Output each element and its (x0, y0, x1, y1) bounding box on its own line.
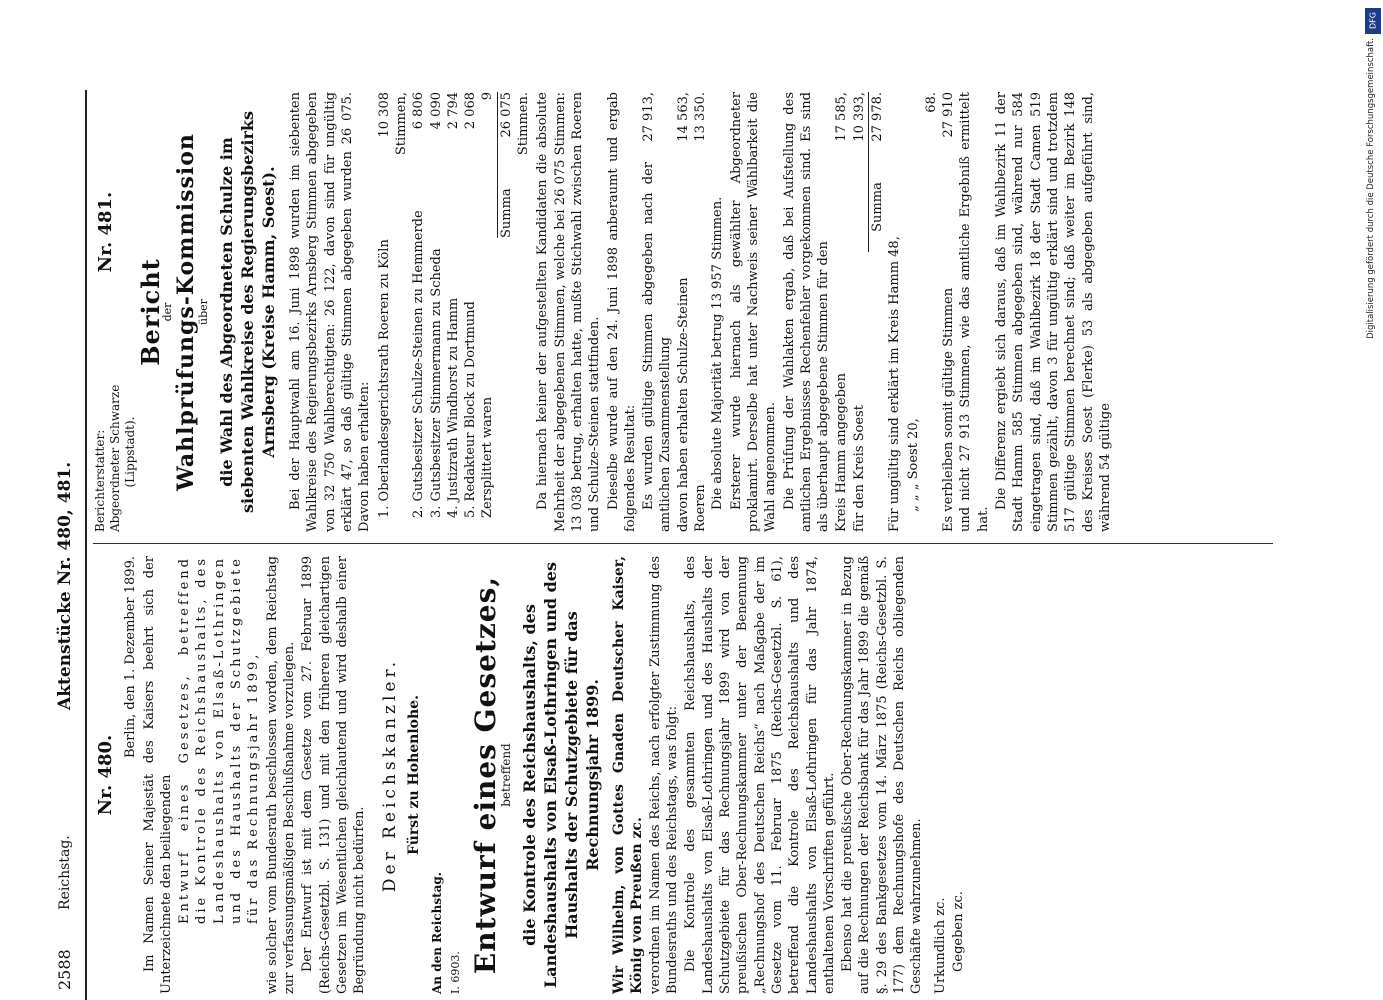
kreis-row: Kreis Hamm angegeben 17 585, (834, 92, 850, 532)
page-number: 2588 (55, 949, 74, 990)
vote-row: Zersplittert waren 9 (480, 92, 496, 518)
reference-number: I. 6903. (449, 951, 463, 994)
runoff-row: davon haben erhalten Schulze-Steinen 14 563, (675, 92, 691, 532)
rotated-document-page (45, 90, 1380, 1000)
reporter-block (93, 372, 138, 532)
remaining-row: Es verbleiben somit gültige Stimmen 27 910 (941, 92, 957, 532)
report-der: der (161, 302, 175, 322)
explanation-paragraph: Der Entwurf ist mit dem Gesetze vom 27. Februar 1899 (Reichs-Gesetzbl. S. 131) und mit den früheren gleichartigen Gesetzen im Wesentlichen gleichlautend und wird deshalb einer Begründung nicht bedürfen. (300, 556, 368, 994)
runoff-total-row: Es wurden gültige Stimmen abgegeben nach der amtlichen Zusammenstellung 27 913, (641, 92, 674, 532)
reporter-name: Abgeordneter Schwarze (108, 384, 122, 532)
closing-urkundlich: Urkundlich zc. (932, 897, 948, 994)
invalid-soest: „ „ „ Soest 20, (905, 418, 921, 512)
document-number-481: Nr. 481. (95, 191, 116, 273)
left-column (93, 556, 968, 994)
vote-row: 3. Gutsbesitzer Stimmermann zu Scheda 4 090 (428, 92, 444, 518)
report-subject: die Wahl des Abgeordneten Schulze im siebenten Wahlkreise des Regierungsbezirks Arnsberg (Kreise Hamm, Soest). (217, 110, 279, 514)
right-column (93, 92, 1115, 532)
dfg-credit: Digitalisierung gefördert durch die Deutsche Forschungsgemeinschaft. (1366, 38, 1376, 339)
vote-row: 4. Justizrath Windhorst zu Hamm 2 794 (445, 92, 461, 518)
page-header (45, 90, 87, 1000)
remaining-paragraph: und nicht 27 913 Stimmen, wie das amtliche Ergebniß ermittelt hat. (958, 92, 991, 532)
vote-row: 2. Gutsbesitzer Schulze-Steinen zu Hemmerde 6 806 (411, 92, 427, 518)
main-election-paragraph: Bei der Hauptwahl am 16. Juni 1898 wurden im siebenten Wahlkreise des Regierungsbezirks Arnsberg Stimmen abgegeben von 32 750 Wahlberechtigten: 26 122, davon sind für ungültig erklärt 47, so daß gültige Stimmen abgegeben wurden 26 075. Davon haben erhalten: (288, 92, 373, 532)
commission-name: Wahlprüfungs-Kommission (172, 133, 199, 491)
addressee: An den Reichstag. (430, 872, 445, 994)
difference-paragraph: Die Differenz ergiebt sich daraus, daß im Wahlbezirk 11 der Stadt Hamm 585 Stimmen abgegeben sind, während nur 584 eingetragen sind, daß im Wahlbezirk 18 der Stadt Camen 519 Stimmen gezählt, davon 3 für ungültig erklärt sind und trotzdem 517 gültige Stimmen berechnet sind; daß weiter im Bezirk 148 des Kreises Soest (Flerke) 53 als abgegeben aufgeführt sind, während 54 gültige (994, 92, 1113, 532)
report-title: Bericht (136, 258, 165, 366)
proclamation-paragraph: Ersterer wurde hiernach als gewählter Abgeordneter proklamirt. Derselbe hat unter Nachweis seiner Wählbarkeit die Wahl angenommen. (728, 92, 779, 532)
vote-sum-row: Summa 26 075 Stimmen. (498, 92, 532, 238)
document-number-480: Nr. 480. (95, 734, 116, 816)
absolute-majority: Die absolute Majorität betrug 13 957 Stimmen. (710, 196, 726, 510)
column-divider (93, 543, 1273, 544)
signature-title: Der Reichskanzler. (380, 657, 401, 893)
report-ueber: über (196, 299, 210, 325)
runoff-paragraph: Dieselbe wurde auf den 24. Juni 1898 anberaumt und ergab folgendes Resultat: (605, 92, 638, 532)
kreis-row: für den Kreis Soest 10 393, (851, 92, 867, 532)
reporter-place: (Lippstadt). (123, 416, 137, 488)
law-title: Entwurf eines Gesetzes, (468, 575, 502, 975)
runoff-row: Roeren 13 350. (693, 92, 709, 532)
vote-row: 5. Redakteur Block zu Dortmund 2 068 (463, 92, 479, 518)
law-betreffend: betreffend (498, 743, 513, 807)
intro-paragraph: Im Namen Seiner Majestät des Kaisers beehrt sich der Unterzeichnete den beiliegenden (141, 556, 174, 994)
article-reichsbank: Ebenso hat die preußische Ober-Rechnungskammer in Bezug auf die Rechnungen der Reichsbank für das Jahr 1899 die gemäß §. 29 des Bankgesetzes vom 14. März 1875 (Reichs-Gesetzbl. S. 177) dem Rechnungshofe des Deutschen Reichs obliegenden Geschäfte wahrzunehmen. (840, 556, 925, 994)
draft-title: Entwurf eines Gesetzes, betreffend die Kontrole des Reichshaushalts, des Landeshaushalts von Elsaß-Lothringen und des Haushalts der Schutzgebiete für das Rechnungsjahr 1899, (177, 556, 262, 924)
reporter-label: Berichterstatter: (93, 429, 107, 532)
dateline: Berlin, den 1. Dezember 1899. (123, 556, 139, 759)
preamble-enactment: verordnen im Namen des Reichs, nach erfolgter Zustimmung des Bundesraths und des Reichstags, was folgt: (647, 556, 681, 994)
report-heading-row (93, 92, 138, 532)
vote-row: 1. Oberlandesgerichtsrath Roeren zu Köln 10 308 Stimmen, (376, 92, 409, 518)
preamble-emperor: Wir Wilhelm, von Gottes Gnaden Deutscher Kaiser, König von Preußen zc. (611, 556, 645, 994)
closing-gegeben: Gegeben zc. (950, 891, 966, 972)
invalid-hamm: Für ungültig sind erklärt im Kreis Hamm 48, (887, 236, 903, 532)
signature-name: Fürst zu Hohenlohe. (405, 695, 422, 855)
header-right-title: Aktenstücke Nr. 480, 481. (55, 461, 75, 710)
law-subject: die Kontrole des Reichshaushalts, des Landeshaushalts von Elsaß-Lothringen und des Haushalts der Schutzgebiete für das Rechnungsjahr 1899. (520, 562, 603, 988)
vote-table (376, 92, 533, 518)
audit-paragraph: Die Prüfung der Wahlakten ergab, daß bei Aufstellung des amtlichen Ergebnisses Rechenfehler vorgekommen sind. Es sind als überhaupt abgegebene Stimmen für den (781, 92, 832, 532)
dfg-logo: DFG (1365, 8, 1381, 34)
header-left-title: Reichstag. (57, 835, 73, 910)
kreis-sum-row: Summa 27 978. (868, 92, 886, 252)
invalid-sum-row: 68. (923, 92, 939, 113)
submission-paragraph: wie solcher vom Bundesrath beschlossen worden, dem Reichstag zur verfassungsmäßigen Beschlußnahme vorzulegen. (264, 556, 297, 994)
article-control: Die Kontrole des gesammten Reichshaushalts, des Landeshaushalts von Elsaß-Lothringen und des Haushalts der Schutzgebiete für das Rechnungsjahr 1899 wird von der preußischen Ober-Rechnungskammer unter der Benennung „Rechnungshof des Deutschen Reichs“ nach Maßgabe der im Gesetze vom 11. Februar 1875 (Reichs-Gesetzbl. S. 61), betreffend die Kontrole des Reichshaushalts und des Landeshaushalts von Elsaß-Lothringen für das Jahr 1874, enthaltenen Vorschriften geführt. (683, 556, 837, 994)
majority-paragraph: Da hiernach keiner der aufgestellten Kandidaten die absolute Mehrheit der abgegebenen Stimmen, welche bei 26 075 Stimmen: 13 038 betrug, erhalten hatte, mußte Stichwahl zwischen Roeren und Schulze-Steinen stattfinden. (535, 92, 603, 532)
